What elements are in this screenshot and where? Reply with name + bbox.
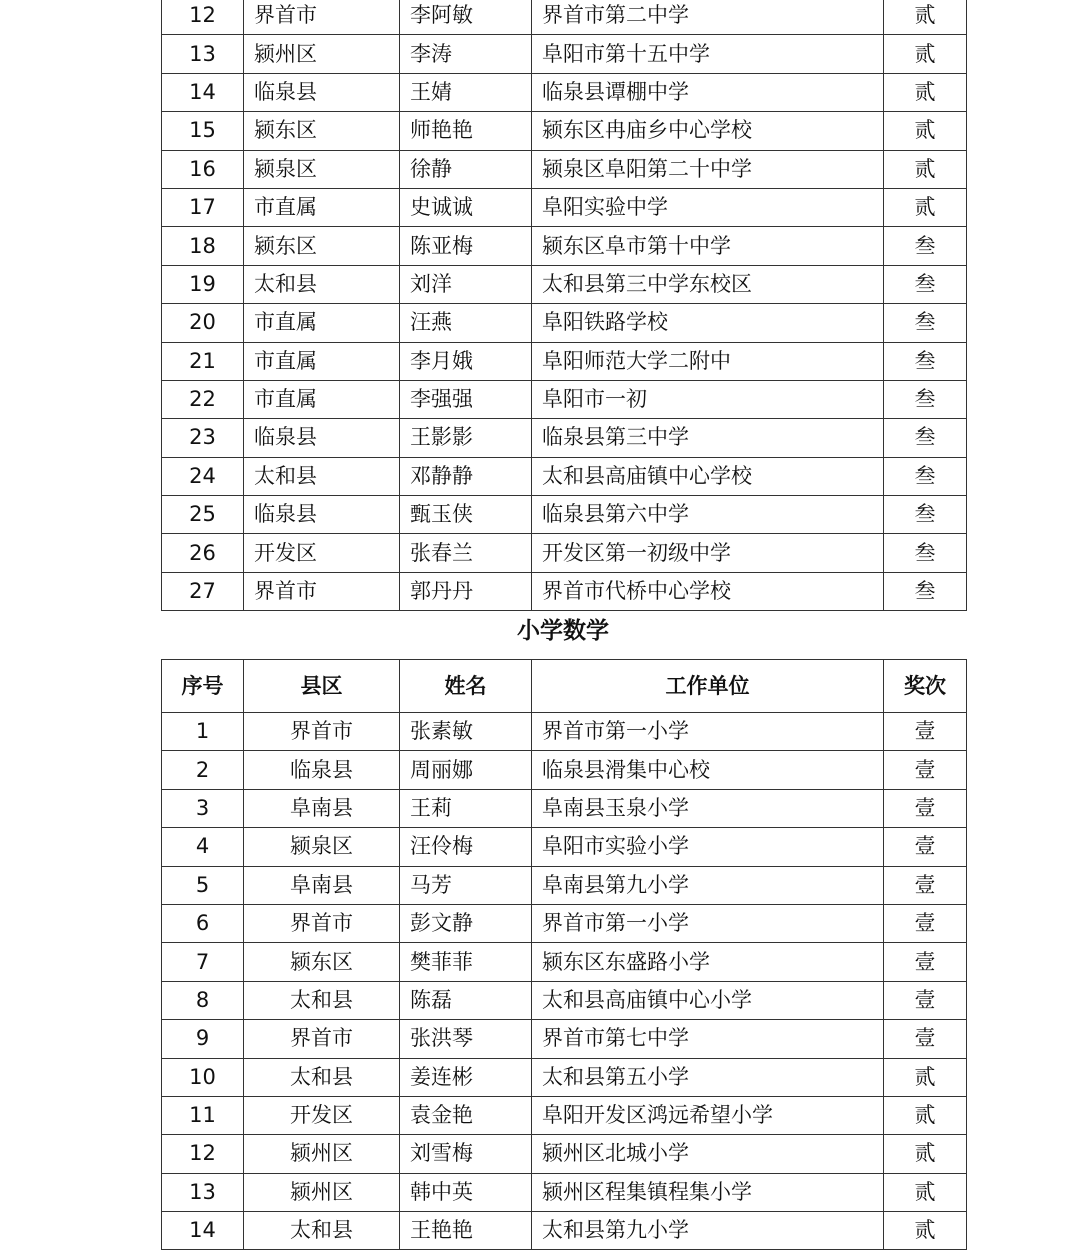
cell-county: 界首市 (244, 904, 400, 942)
cell-no: 20 (162, 304, 244, 342)
table-row (162, 73, 967, 111)
cell-county: 市直属 (244, 342, 400, 380)
cell-unit: 颍东区阜市第十中学 (532, 227, 884, 265)
cell-county: 阜南县 (244, 789, 400, 827)
cell-county: 市直属 (244, 188, 400, 226)
cell-name: 史诚诚 (400, 188, 532, 226)
cell-award: 叁 (884, 380, 967, 418)
cell-unit: 临泉县谭棚中学 (532, 73, 884, 111)
cell-name: 韩中英 (400, 1173, 532, 1211)
cell-no: 27 (162, 572, 244, 610)
table-row (162, 1212, 967, 1250)
cell-name: 陈亚梅 (400, 227, 532, 265)
cell-unit: 阜阳实验中学 (532, 188, 884, 226)
cell-name: 师艳艳 (400, 112, 532, 150)
cell-award: 贰 (884, 1058, 967, 1096)
cell-county: 颍东区 (244, 112, 400, 150)
cell-county: 市直属 (244, 304, 400, 342)
cell-name: 王婧 (400, 73, 532, 111)
cell-award: 叁 (884, 572, 967, 610)
cell-no: 13 (162, 35, 244, 73)
table-row (162, 150, 967, 188)
cell-award: 壹 (884, 981, 967, 1019)
cell-award: 叁 (884, 227, 967, 265)
cell-no: 16 (162, 150, 244, 188)
cell-no: 9 (162, 1020, 244, 1058)
table-row (162, 342, 967, 380)
cell-award: 贰 (884, 35, 967, 73)
cell-award: 壹 (884, 713, 967, 751)
table-row (162, 789, 967, 827)
cell-award: 叁 (884, 304, 967, 342)
cell-name: 王莉 (400, 789, 532, 827)
cell-unit: 开发区第一初级中学 (532, 534, 884, 572)
cell-no: 3 (162, 789, 244, 827)
cell-name: 刘雪梅 (400, 1135, 532, 1173)
cell-no: 25 (162, 496, 244, 534)
cell-county: 界首市 (244, 713, 400, 751)
cell-name: 樊菲菲 (400, 943, 532, 981)
cell-unit: 阜阳市第十五中学 (532, 35, 884, 73)
cell-unit: 阜南县第九小学 (532, 866, 884, 904)
cell-no: 17 (162, 188, 244, 226)
cell-no: 8 (162, 981, 244, 1019)
cell-no: 26 (162, 534, 244, 572)
cell-name: 李涛 (400, 35, 532, 73)
cell-award: 壹 (884, 1020, 967, 1058)
cell-name: 姜连彬 (400, 1058, 532, 1096)
table-row (162, 35, 967, 73)
cell-name: 汪燕 (400, 304, 532, 342)
cell-unit: 阜阳开发区鸿远希望小学 (532, 1096, 884, 1134)
cell-county: 颍东区 (244, 943, 400, 981)
table-row (162, 943, 967, 981)
cell-unit: 界首市第七中学 (532, 1020, 884, 1058)
cell-no: 13 (162, 1173, 244, 1211)
cell-county: 临泉县 (244, 496, 400, 534)
cell-award: 贰 (884, 0, 967, 35)
cell-no: 14 (162, 1212, 244, 1250)
cell-no: 11 (162, 1096, 244, 1134)
cell-unit: 界首市第一小学 (532, 713, 884, 751)
cell-county: 颍州区 (244, 1135, 400, 1173)
cell-award: 贰 (884, 188, 967, 226)
cell-unit: 颍泉区阜阳第二十中学 (532, 150, 884, 188)
table-row (162, 828, 967, 866)
cell-award: 贰 (884, 1212, 967, 1250)
cell-unit: 阜阳铁路学校 (532, 304, 884, 342)
cell-unit: 阜阳师范大学二附中 (532, 342, 884, 380)
cell-no: 4 (162, 828, 244, 866)
cell-name: 李阿敏 (400, 0, 532, 35)
header-no: 序号 (162, 660, 244, 713)
table-row (162, 751, 967, 789)
cell-county: 临泉县 (244, 419, 400, 457)
cell-county: 太和县 (244, 265, 400, 303)
cell-unit: 界首市代桥中心学校 (532, 572, 884, 610)
cell-award: 叁 (884, 419, 967, 457)
cell-county: 界首市 (244, 572, 400, 610)
middle-school-table-body (162, 0, 967, 611)
cell-no: 5 (162, 866, 244, 904)
cell-county: 太和县 (244, 1058, 400, 1096)
section-title: 小学数学 (517, 618, 609, 644)
cell-no: 22 (162, 380, 244, 418)
primary-math-table-body (162, 713, 967, 1250)
table-row (162, 572, 967, 610)
cell-unit: 阜南县玉泉小学 (532, 789, 884, 827)
cell-county: 开发区 (244, 534, 400, 572)
cell-no: 21 (162, 342, 244, 380)
cell-county: 临泉县 (244, 751, 400, 789)
cell-award: 壹 (884, 904, 967, 942)
cell-name: 刘洋 (400, 265, 532, 303)
cell-award: 叁 (884, 342, 967, 380)
cell-unit: 阜阳市一初 (532, 380, 884, 418)
cell-no: 14 (162, 73, 244, 111)
table-row (162, 188, 967, 226)
cell-unit: 太和县第九小学 (532, 1212, 884, 1250)
table-row (162, 457, 967, 495)
cell-county: 颍泉区 (244, 828, 400, 866)
cell-county: 太和县 (244, 457, 400, 495)
table-header-row (162, 660, 967, 713)
cell-county: 颍州区 (244, 1173, 400, 1211)
cell-name: 张洪琴 (400, 1020, 532, 1058)
cell-unit: 颍州区程集镇程集小学 (532, 1173, 884, 1211)
cell-county: 太和县 (244, 1212, 400, 1250)
cell-county: 颍泉区 (244, 150, 400, 188)
table-row (162, 1173, 967, 1211)
cell-no: 24 (162, 457, 244, 495)
header-award: 奖次 (884, 660, 967, 713)
header-county: 县区 (244, 660, 400, 713)
cell-name: 李月娥 (400, 342, 532, 380)
cell-no: 23 (162, 419, 244, 457)
cell-award: 贰 (884, 1173, 967, 1211)
cell-unit: 界首市第一小学 (532, 904, 884, 942)
cell-name: 甄玉侠 (400, 496, 532, 534)
cell-award: 壹 (884, 943, 967, 981)
header-name: 姓名 (400, 660, 532, 713)
cell-county: 市直属 (244, 380, 400, 418)
table-row (162, 1058, 967, 1096)
cell-no: 6 (162, 904, 244, 942)
table-row (162, 1020, 967, 1058)
cell-no: 1 (162, 713, 244, 751)
cell-award: 叁 (884, 534, 967, 572)
table-row (162, 904, 967, 942)
cell-unit: 颍东区冉庙乡中心学校 (532, 112, 884, 150)
cell-award: 叁 (884, 457, 967, 495)
cell-name: 郭丹丹 (400, 572, 532, 610)
cell-name: 李强强 (400, 380, 532, 418)
table-row (162, 1135, 967, 1173)
cell-county: 太和县 (244, 981, 400, 1019)
cell-county: 界首市 (244, 0, 400, 35)
cell-award: 叁 (884, 265, 967, 303)
cell-name: 王影影 (400, 419, 532, 457)
cell-unit: 临泉县第六中学 (532, 496, 884, 534)
cell-name: 马芳 (400, 866, 532, 904)
cell-award: 贰 (884, 1135, 967, 1173)
cell-name: 张春兰 (400, 534, 532, 572)
cell-county: 临泉县 (244, 73, 400, 111)
table-row (162, 380, 967, 418)
cell-award: 壹 (884, 866, 967, 904)
cell-award: 壹 (884, 789, 967, 827)
cell-unit: 临泉县第三中学 (532, 419, 884, 457)
cell-award: 壹 (884, 751, 967, 789)
cell-name: 徐静 (400, 150, 532, 188)
cell-award: 壹 (884, 828, 967, 866)
table-row (162, 496, 967, 534)
cell-award: 贰 (884, 112, 967, 150)
table-row (162, 419, 967, 457)
cell-unit: 阜阳市实验小学 (532, 828, 884, 866)
cell-no: 12 (162, 0, 244, 35)
cell-county: 开发区 (244, 1096, 400, 1134)
cell-unit: 太和县第五小学 (532, 1058, 884, 1096)
cell-name: 王艳艳 (400, 1212, 532, 1250)
header-unit: 工作单位 (532, 660, 884, 713)
cell-name: 彭文静 (400, 904, 532, 942)
table-row (162, 713, 967, 751)
cell-unit: 界首市第二中学 (532, 0, 884, 35)
table-row (162, 0, 967, 35)
cell-no: 18 (162, 227, 244, 265)
cell-unit: 太和县高庙镇中心学校 (532, 457, 884, 495)
table-row (162, 981, 967, 1019)
cell-award: 叁 (884, 496, 967, 534)
cell-no: 10 (162, 1058, 244, 1096)
cell-county: 界首市 (244, 1020, 400, 1058)
cell-name: 周丽娜 (400, 751, 532, 789)
middle-school-table-continued (161, 0, 967, 611)
cell-award: 贰 (884, 150, 967, 188)
table-row (162, 866, 967, 904)
cell-no: 7 (162, 943, 244, 981)
cell-county: 阜南县 (244, 866, 400, 904)
cell-name: 陈磊 (400, 981, 532, 1019)
cell-name: 汪伶梅 (400, 828, 532, 866)
cell-award: 贰 (884, 73, 967, 111)
table-row (162, 227, 967, 265)
cell-award: 贰 (884, 1096, 967, 1134)
cell-county: 颍东区 (244, 227, 400, 265)
cell-no: 2 (162, 751, 244, 789)
table-row (162, 534, 967, 572)
cell-unit: 颍州区北城小学 (532, 1135, 884, 1173)
cell-unit: 临泉县滑集中心校 (532, 751, 884, 789)
cell-no: 19 (162, 265, 244, 303)
cell-unit: 太和县第三中学东校区 (532, 265, 884, 303)
cell-name: 袁金艳 (400, 1096, 532, 1134)
cell-name: 张素敏 (400, 713, 532, 751)
cell-unit: 颍东区东盛路小学 (532, 943, 884, 981)
cell-county: 颍州区 (244, 35, 400, 73)
table-row (162, 1096, 967, 1134)
table-row (162, 112, 967, 150)
primary-math-table (161, 659, 967, 1250)
cell-no: 15 (162, 112, 244, 150)
table-row (162, 265, 967, 303)
table-row (162, 304, 967, 342)
cell-no: 12 (162, 1135, 244, 1173)
cell-name: 邓静静 (400, 457, 532, 495)
cell-unit: 太和县高庙镇中心小学 (532, 981, 884, 1019)
